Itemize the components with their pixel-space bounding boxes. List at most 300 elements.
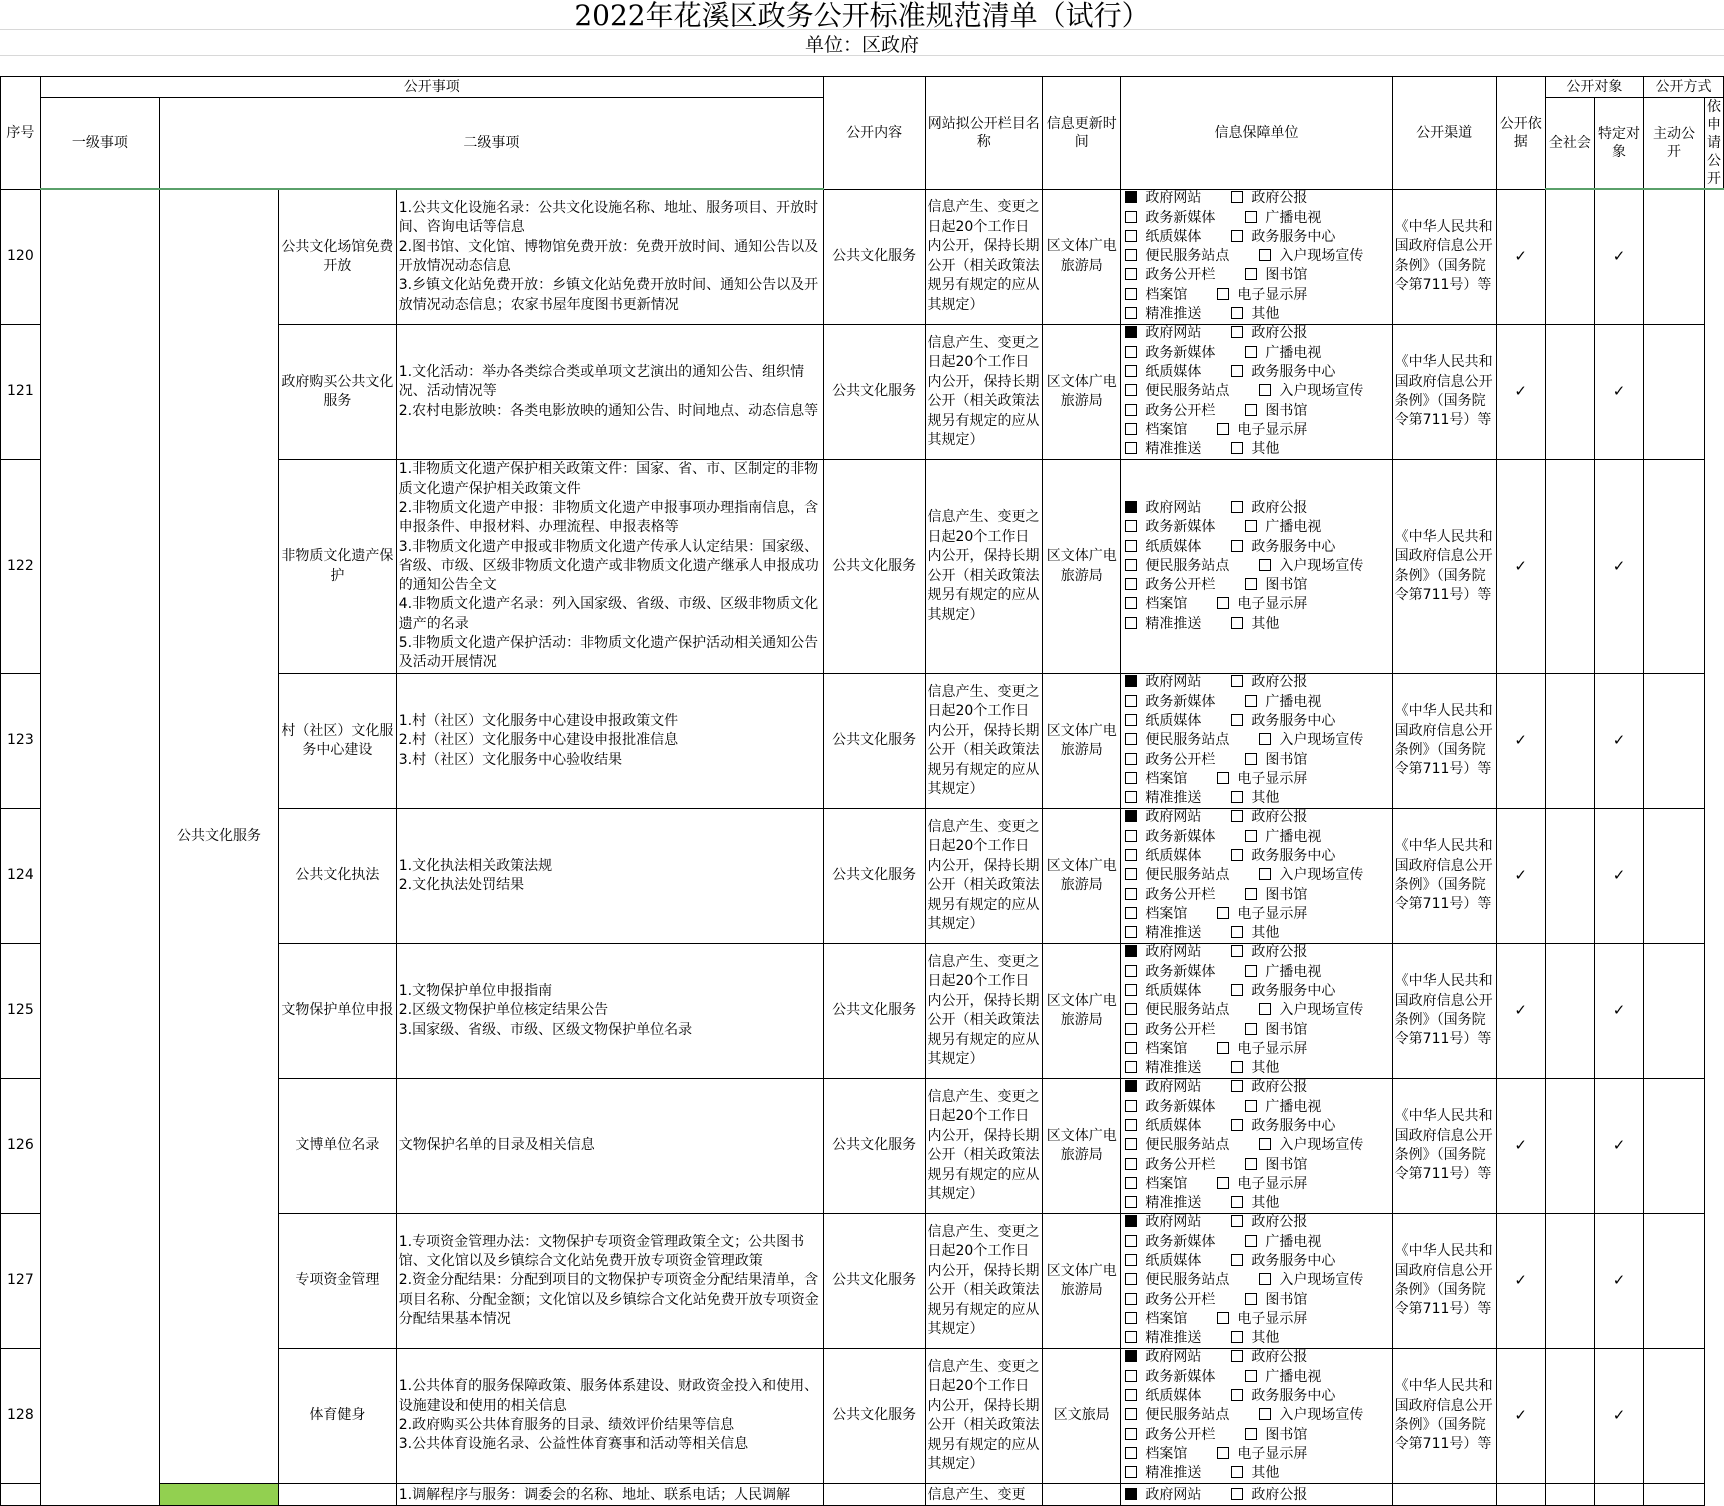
checkbox-icon[interactable] [1217, 288, 1229, 300]
channel-row [1125, 1329, 1389, 1348]
checkbox-icon[interactable] [1125, 868, 1137, 880]
checkbox-icon[interactable] [1231, 191, 1243, 203]
channel-label: 其他 [1251, 1195, 1280, 1212]
row-content: 文物保护名单的目录及相关信息 [396, 1079, 823, 1214]
channel-label: 纸质媒体 [1145, 538, 1202, 555]
row-target-specific [1545, 674, 1594, 809]
row-target-specific [1545, 325, 1594, 460]
row-basis: 《中华人民共和国政府信息公开条例》（国务院令第711号）等 [1392, 809, 1496, 944]
check-mark: ✓ [1514, 731, 1527, 750]
checkbox-icon[interactable] [1231, 501, 1243, 513]
channel-row [1125, 1117, 1389, 1136]
checkbox-icon[interactable] [1125, 984, 1137, 996]
row-seq: 128 [1, 1349, 41, 1484]
channel-row [1125, 866, 1389, 885]
channel-row [1125, 499, 1389, 518]
row-content: 1.公共体育的服务保障政策、服务体系建设、财政资金投入和使用、设施建设和使用的相关信息 2.政府购买公共体育服务的目录、绩效评价结果等信息 3.公共体育设施名录、公益性体育赛事和活动等相关信息 [396, 1349, 823, 1484]
channel-row [1125, 247, 1389, 266]
header-update-time: 信息更新时间 [1043, 77, 1121, 190]
checkbox-icon[interactable] [1217, 423, 1229, 435]
channel-label: 政府网站 [1145, 809, 1202, 826]
checkbox-icon[interactable] [1231, 849, 1243, 861]
channel-label: 广播电视 [1265, 963, 1322, 980]
row-method-request [1644, 189, 1705, 325]
checkbox-icon[interactable] [1125, 1273, 1137, 1285]
channel-label: 入户现场宣传 [1279, 1272, 1364, 1289]
checkbox-icon[interactable] [1125, 772, 1137, 784]
row-unit: 区文体广电旅游局 [1043, 460, 1121, 674]
row-method-request [1644, 1214, 1705, 1349]
channel-row [1125, 809, 1389, 828]
checkbox-icon[interactable] [1125, 540, 1137, 552]
channel-label: 纸质媒体 [1145, 1388, 1202, 1405]
channel-row [1125, 266, 1389, 285]
checkbox-icon[interactable] [1245, 965, 1257, 977]
checkbox-icon[interactable] [1125, 249, 1137, 261]
checkbox-icon[interactable] [1125, 888, 1137, 900]
row-target-all [1496, 460, 1545, 674]
channel-label: 入户现场宣传 [1279, 557, 1364, 574]
channel-row [1125, 944, 1389, 963]
channel-label: 其他 [1251, 790, 1280, 807]
checkbox-icon[interactable] [1125, 1003, 1137, 1015]
channel-row [1125, 576, 1389, 595]
row-channels [1121, 460, 1392, 674]
checkbox-icon[interactable] [1231, 1466, 1243, 1478]
checkbox-icon[interactable] [1245, 1235, 1257, 1247]
channel-label: 政务新媒体 [1145, 209, 1216, 226]
row-basis: 《中华人民共和国政府信息公开条例》（国务院令第711号）等 [1392, 460, 1496, 674]
checkbox-icon[interactable] [1231, 326, 1243, 338]
row-column: 公共文化服务 [823, 1079, 925, 1214]
channel-label: 政务服务中心 [1251, 848, 1336, 865]
checkbox-icon[interactable] [1125, 1158, 1137, 1170]
channel-row [1125, 1406, 1389, 1425]
checkbox-icon[interactable] [1259, 384, 1271, 396]
channel-row [1125, 1098, 1389, 1117]
row-target-all [1496, 674, 1545, 809]
header-channels: 公开渠道 [1392, 77, 1496, 190]
checkbox-icon[interactable] [1231, 230, 1243, 242]
checkbox-icon[interactable] [1125, 578, 1137, 590]
checkbox-icon[interactable] [1125, 404, 1137, 416]
row-item: 专项资金管理 [279, 1214, 397, 1349]
checkbox-icon[interactable] [1125, 1488, 1137, 1500]
checkbox-icon[interactable] [1217, 1312, 1229, 1324]
row-unit [1043, 1484, 1121, 1506]
table-row [1, 189, 1724, 325]
channel-row [1125, 1001, 1389, 1020]
channel-label: 档案馆 [1145, 770, 1188, 787]
row-target-all [1496, 1484, 1545, 1506]
channel-row [1125, 190, 1389, 209]
checkbox-icon[interactable] [1125, 830, 1137, 842]
row-item: 体育健身 [279, 1349, 397, 1484]
channel-label: 政府网站 [1145, 325, 1202, 342]
channel-row [1125, 1059, 1389, 1078]
check-mark: ✓ [1612, 866, 1626, 885]
checkbox-icon[interactable] [1259, 559, 1271, 571]
checkbox-icon[interactable] [1245, 1428, 1257, 1440]
checkbox-icon[interactable] [1231, 1488, 1243, 1500]
channel-label: 政府公报 [1251, 190, 1308, 207]
checkbox-icon[interactable] [1231, 442, 1243, 454]
row-update-time: 信息产生、变更之日起20个工作日内公开，保持长期公开（相关政策法规另有规定的应从其规定） [925, 189, 1043, 325]
checkbox-icon[interactable] [1125, 365, 1137, 377]
row-update-time: 信息产生、变更之日起20个工作日内公开，保持长期公开（相关政策法规另有规定的应从其规定） [925, 944, 1043, 1079]
checkbox-icon[interactable] [1125, 810, 1137, 822]
checkbox-icon[interactable] [1231, 1080, 1243, 1092]
row-item: 文博单位名录 [279, 1079, 397, 1214]
checkbox-icon[interactable] [1125, 520, 1137, 532]
checkbox-icon[interactable] [1125, 307, 1137, 319]
checkbox-icon[interactable] [1125, 1215, 1137, 1227]
checkbox-icon[interactable] [1125, 1042, 1137, 1054]
checkbox-icon[interactable] [1231, 1119, 1243, 1131]
channel-row [1125, 789, 1389, 808]
header-target-specific: 特定对象 [1594, 98, 1643, 190]
level2-group [159, 189, 278, 1484]
document-unit: 单位：区政府 [804, 34, 919, 56]
channel-label: 政府公报 [1251, 325, 1308, 342]
row-method-request [1644, 944, 1705, 1079]
checkbox-icon[interactable] [1231, 945, 1243, 957]
channel-row [1125, 344, 1389, 363]
row-seq: 123 [1, 674, 41, 809]
checkbox-icon[interactable] [1231, 365, 1243, 377]
checkbox-icon[interactable] [1231, 1389, 1243, 1401]
checkbox-icon[interactable] [1245, 1293, 1257, 1305]
channel-row [1125, 982, 1389, 1001]
channel-row [1125, 1349, 1389, 1368]
checkbox-icon[interactable] [1125, 1196, 1137, 1208]
checkbox-icon[interactable] [1125, 617, 1137, 629]
channel-label: 档案馆 [1145, 905, 1188, 922]
row-target-all [1496, 325, 1545, 460]
checkbox-icon[interactable] [1125, 965, 1137, 977]
row-unit: 区文体广电旅游局 [1043, 1214, 1121, 1349]
checkbox-icon[interactable] [1231, 307, 1243, 319]
checkbox-icon[interactable] [1231, 1254, 1243, 1266]
channel-row [1125, 440, 1389, 459]
channel-label: 图书馆 [1265, 577, 1308, 594]
checkbox-icon[interactable] [1231, 810, 1243, 822]
row-channels [1121, 1349, 1392, 1484]
channel-row [1125, 1387, 1389, 1406]
checkbox-icon[interactable] [1125, 791, 1137, 803]
checkbox-icon[interactable] [1231, 714, 1243, 726]
checkbox-icon[interactable] [1231, 1215, 1243, 1227]
checkbox-icon[interactable] [1125, 1177, 1137, 1189]
checkbox-icon[interactable] [1245, 1370, 1257, 1382]
checkbox-icon[interactable] [1125, 1061, 1137, 1073]
row-item: 文物保护单位申报 [279, 944, 397, 1079]
row-channels [1121, 944, 1392, 1079]
channel-label: 政府网站 [1145, 1486, 1202, 1503]
checkbox-icon[interactable] [1125, 926, 1137, 938]
channel-label: 政府公报 [1251, 809, 1308, 826]
channel-label: 政务公开栏 [1145, 267, 1216, 284]
checkbox-icon[interactable] [1125, 1428, 1137, 1440]
checkbox-icon[interactable] [1125, 442, 1137, 454]
channel-label: 精准推送 [1145, 790, 1202, 807]
channel-row [1125, 847, 1389, 866]
channel-label: 政府网站 [1145, 1214, 1202, 1231]
checkbox-icon[interactable] [1231, 1350, 1243, 1362]
checkbox-icon[interactable] [1125, 288, 1137, 300]
partial-content: 1.调解程序与服务：调委会的名称、地址、联系电话；人民调解 [398, 1486, 791, 1503]
checkbox-icon[interactable] [1125, 1447, 1137, 1459]
checkbox-icon[interactable] [1259, 249, 1271, 261]
channel-label: 便民服务站点 [1145, 1272, 1230, 1289]
channel-row [1125, 828, 1389, 847]
channel-row [1125, 209, 1389, 228]
checkbox-icon[interactable] [1245, 268, 1257, 280]
channel-label: 政府网站 [1145, 1079, 1202, 1096]
channel-label: 广播电视 [1265, 344, 1322, 361]
channel-label: 广播电视 [1265, 1098, 1322, 1115]
channel-label: 其他 [1251, 441, 1280, 458]
checkbox-icon[interactable] [1125, 849, 1137, 861]
checkbox-icon[interactable] [1125, 1100, 1137, 1112]
disclosure-table [0, 76, 1724, 1506]
channel-label: 政务公开栏 [1145, 1156, 1216, 1173]
header-matter: 公开事项 [40, 77, 823, 98]
checkbox-icon[interactable] [1125, 1408, 1137, 1420]
channel-label: 政府公报 [1251, 1486, 1308, 1503]
channel-label: 政务新媒体 [1145, 963, 1216, 980]
checkbox-icon[interactable] [1245, 1100, 1257, 1112]
row-item: 村（社区）文化服务中心建设 [279, 674, 397, 809]
checkbox-icon[interactable] [1125, 1389, 1137, 1401]
checkbox-icon[interactable] [1231, 1061, 1243, 1073]
partial-update: 信息产生、变更 [927, 1486, 1026, 1503]
checkbox-icon[interactable] [1125, 675, 1137, 687]
row-column: 公共文化服务 [823, 809, 925, 944]
row-column: 公共文化服务 [823, 325, 925, 460]
checkbox-icon[interactable] [1125, 423, 1137, 435]
channel-label: 纸质媒体 [1145, 1253, 1202, 1270]
checkbox-icon[interactable] [1125, 230, 1137, 242]
checkbox-icon[interactable] [1245, 695, 1257, 707]
checkbox-icon[interactable] [1217, 1447, 1229, 1459]
row-unit: 区文体广电旅游局 [1043, 674, 1121, 809]
checkbox-icon[interactable] [1259, 733, 1271, 745]
row-target-specific [1545, 1349, 1594, 1484]
checkbox-icon[interactable] [1125, 1138, 1137, 1150]
channel-label: 广播电视 [1265, 693, 1322, 710]
checkbox-icon[interactable] [1125, 1235, 1137, 1247]
row-seq [1, 1484, 41, 1506]
checkbox-icon[interactable] [1125, 326, 1137, 338]
checkbox-icon[interactable] [1125, 695, 1137, 707]
channel-label: 入户现场宣传 [1279, 248, 1364, 265]
checkbox-icon[interactable] [1231, 984, 1243, 996]
checkbox-icon[interactable] [1125, 597, 1137, 609]
row-target-specific [1545, 1214, 1594, 1349]
checkbox-icon[interactable] [1259, 1408, 1271, 1420]
check-mark: ✓ [1514, 1406, 1527, 1425]
channel-label: 政务公开栏 [1145, 886, 1216, 903]
checkbox-icon[interactable] [1125, 733, 1137, 745]
checkbox-icon[interactable] [1125, 1370, 1137, 1382]
grid-line [0, 55, 1724, 56]
checkbox-icon[interactable] [1125, 753, 1137, 765]
checkbox-icon[interactable] [1125, 1023, 1137, 1035]
row-update-time: 信息产生、变更之日起20个工作日内公开，保持长期公开（相关政策法规另有规定的应从其规定） [925, 1079, 1043, 1214]
channel-label: 精准推送 [1145, 1195, 1202, 1212]
row-basis [1392, 1484, 1496, 1506]
channel-label: 政务服务中心 [1251, 538, 1336, 555]
channel-label: 入户现场宣传 [1279, 1407, 1364, 1424]
channel-label: 图书馆 [1265, 402, 1308, 419]
checkbox-icon[interactable] [1125, 268, 1137, 280]
checkbox-icon[interactable] [1245, 1158, 1257, 1170]
checkbox-icon[interactable] [1245, 211, 1257, 223]
row-channels [1121, 1079, 1392, 1214]
channel-label: 便民服务站点 [1145, 1137, 1230, 1154]
row-basis: 《中华人民共和国政府信息公开条例》（国务院令第711号）等 [1392, 325, 1496, 460]
row-seq: 121 [1, 325, 41, 460]
row-seq: 124 [1, 809, 41, 944]
channel-row [1125, 674, 1389, 693]
checkbox-icon[interactable] [1259, 868, 1271, 880]
channel-label: 图书馆 [1265, 751, 1308, 768]
channel-label: 图书馆 [1265, 1426, 1308, 1443]
checkbox-icon[interactable] [1125, 1080, 1137, 1092]
channel-row [1125, 1194, 1389, 1213]
checkbox-icon[interactable] [1217, 907, 1229, 919]
channel-row [1125, 615, 1389, 634]
checkbox-icon[interactable] [1231, 675, 1243, 687]
checkbox-icon[interactable] [1245, 753, 1257, 765]
checkbox-icon[interactable] [1231, 791, 1243, 803]
checkbox-icon[interactable] [1245, 404, 1257, 416]
row-seq: 120 [1, 189, 41, 325]
checkbox-icon[interactable] [1125, 559, 1137, 571]
check-mark: ✓ [1612, 247, 1626, 266]
channel-label: 政务公开栏 [1145, 402, 1216, 419]
channel-label: 政务服务中心 [1251, 364, 1336, 381]
row-update-time [925, 1484, 1043, 1506]
checkbox-icon[interactable] [1231, 926, 1243, 938]
channel-row [1125, 1464, 1389, 1483]
checkbox-icon[interactable] [1245, 346, 1257, 358]
row-method-active [1594, 1349, 1643, 1484]
checkbox-icon[interactable] [1217, 1177, 1229, 1189]
channel-label: 入户现场宣传 [1279, 867, 1364, 884]
channel-label: 便民服务站点 [1145, 1002, 1230, 1019]
checkbox-icon[interactable] [1125, 1312, 1137, 1324]
channel-label: 便民服务站点 [1145, 248, 1230, 265]
checkbox-icon[interactable] [1125, 1331, 1137, 1343]
checkbox-icon[interactable] [1125, 1293, 1137, 1305]
checkbox-icon[interactable] [1231, 1196, 1243, 1208]
channel-label: 政府公报 [1251, 1079, 1308, 1096]
checkbox-icon[interactable] [1125, 501, 1137, 513]
checkbox-icon[interactable] [1125, 1119, 1137, 1131]
checkbox-icon[interactable] [1231, 617, 1243, 629]
channel-row [1125, 1021, 1389, 1040]
channel-label: 电子显示屏 [1237, 286, 1308, 303]
row-content: 1.文化活动：举办各类综合类或单项文艺演出的通知公告、组织情况、活动情况等 2.农村电影放映：各类电影放映的通知公告、时间地点、动态信息等 [396, 325, 823, 460]
channel-label: 档案馆 [1145, 421, 1188, 438]
row-unit: 区文体广电旅游局 [1043, 1079, 1121, 1214]
channel-label: 政务服务中心 [1251, 983, 1336, 1000]
channel-label: 政府网站 [1145, 499, 1202, 516]
row-seq: 122 [1, 460, 41, 674]
channel-row [1125, 693, 1389, 712]
checkbox-icon[interactable] [1245, 520, 1257, 532]
header-method-request: 依申请公开 [1705, 98, 1724, 190]
row-method-request [1644, 1484, 1705, 1506]
channel-label: 图书馆 [1265, 267, 1308, 284]
row-method-active [1594, 189, 1643, 325]
channel-label: 档案馆 [1145, 596, 1188, 613]
channel-label: 政务公开栏 [1145, 1021, 1216, 1038]
checkbox-icon[interactable] [1245, 578, 1257, 590]
checkbox-icon[interactable] [1217, 772, 1229, 784]
row-update-time: 信息产生、变更之日起20个工作日内公开，保持长期公开（相关政策法规另有规定的应从其规定） [925, 809, 1043, 944]
check-mark: ✓ [1514, 247, 1527, 266]
check-mark: ✓ [1612, 731, 1626, 750]
channel-label: 其他 [1251, 306, 1280, 322]
checkbox-icon[interactable] [1245, 830, 1257, 842]
row-method-request [1644, 1349, 1705, 1484]
checkbox-icon[interactable] [1259, 1138, 1271, 1150]
checkbox-icon[interactable] [1125, 191, 1137, 203]
channel-label: 其他 [1251, 615, 1280, 632]
row-channels [1121, 189, 1392, 325]
checkbox-icon[interactable] [1217, 597, 1229, 609]
channel-label: 电子显示屏 [1237, 596, 1308, 613]
row-target-all [1496, 809, 1545, 944]
channel-label: 广播电视 [1265, 828, 1322, 845]
channel-label: 政务新媒体 [1145, 693, 1216, 710]
channel-row [1125, 305, 1389, 324]
channel-row [1125, 712, 1389, 731]
checkbox-icon[interactable] [1259, 1003, 1271, 1015]
checkbox-icon[interactable] [1125, 907, 1137, 919]
channel-label: 政务服务中心 [1251, 1118, 1336, 1135]
checkbox-icon[interactable] [1217, 1042, 1229, 1054]
checkbox-icon[interactable] [1125, 384, 1137, 396]
row-target-specific [1545, 189, 1594, 325]
checkbox-icon[interactable] [1125, 714, 1137, 726]
checkbox-icon[interactable] [1231, 1331, 1243, 1343]
header-target: 公开对象 [1545, 77, 1643, 98]
checkbox-icon[interactable] [1245, 1023, 1257, 1035]
checkbox-icon[interactable] [1125, 1350, 1137, 1362]
checkbox-icon[interactable] [1125, 1466, 1137, 1478]
row-target-specific [1545, 1079, 1594, 1214]
row-target-all [1496, 1349, 1545, 1484]
checkbox-icon[interactable] [1125, 346, 1137, 358]
channel-label: 政务新媒体 [1145, 519, 1216, 536]
channel-label: 精准推送 [1145, 925, 1202, 942]
channel-label: 档案馆 [1145, 1040, 1188, 1057]
checkbox-icon[interactable] [1125, 945, 1137, 957]
checkbox-icon[interactable] [1245, 888, 1257, 900]
channel-row [1125, 595, 1389, 614]
checkbox-icon[interactable] [1125, 211, 1137, 223]
checkbox-icon[interactable] [1231, 540, 1243, 552]
check-mark: ✓ [1514, 866, 1527, 885]
checkbox-icon[interactable] [1259, 1273, 1271, 1285]
checkbox-icon[interactable] [1125, 1254, 1137, 1266]
row-column: 公共文化服务 [823, 944, 925, 1079]
row-column: 公共文化服务 [823, 1349, 925, 1484]
